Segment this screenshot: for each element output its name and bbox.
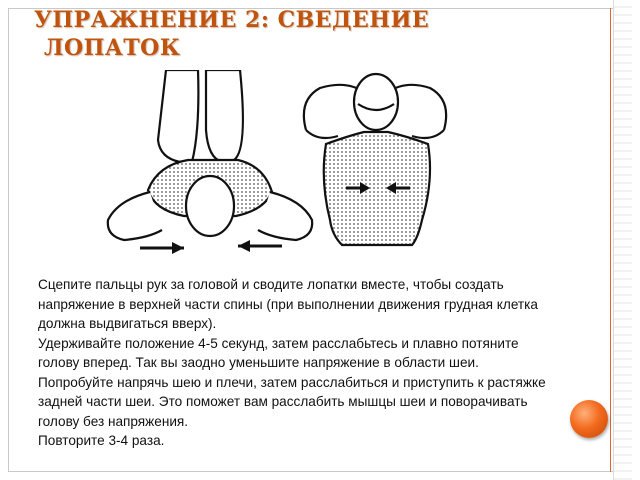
description-paragraph-3: Попробуйте напрячь шею и плечи, затем расслабиться и приступить к растяжке задней части шеи. Это поможет вам расслабить мышцы шеи и поворачивать голову без напряжения. — [38, 374, 546, 429]
slide-title — [34, 6, 554, 62]
description-paragraph-2: Удерживайте положение 4-5 секунд, затем расслабьтесь и плавно потяните голову вперед. Так вы заодно уменьшите напряжение в области шеи. — [38, 335, 519, 370]
top-view-figure — [108, 70, 312, 254]
back-view-figure — [304, 74, 446, 245]
exercise-description — [38, 275, 548, 451]
title-line-1: УПРАЖНЕНИЕ 2: СВЕДЕНИЕ — [34, 7, 430, 33]
description-paragraph-1: Сцепите пальцы рук за головой и сводите лопатки вместе, чтобы создать напряжение в верхней части спины (при выполнении движения грудная клетка должна выдвигаться вверх). — [38, 277, 538, 331]
orange-circle-decoration — [570, 400, 608, 438]
title-line-2: ЛОПАТОК — [44, 35, 181, 61]
slide-edge-pattern — [613, 0, 632, 480]
description-paragraph-4: Повторите 3-4 раза. — [38, 433, 165, 448]
exercise-illustration — [88, 70, 478, 255]
